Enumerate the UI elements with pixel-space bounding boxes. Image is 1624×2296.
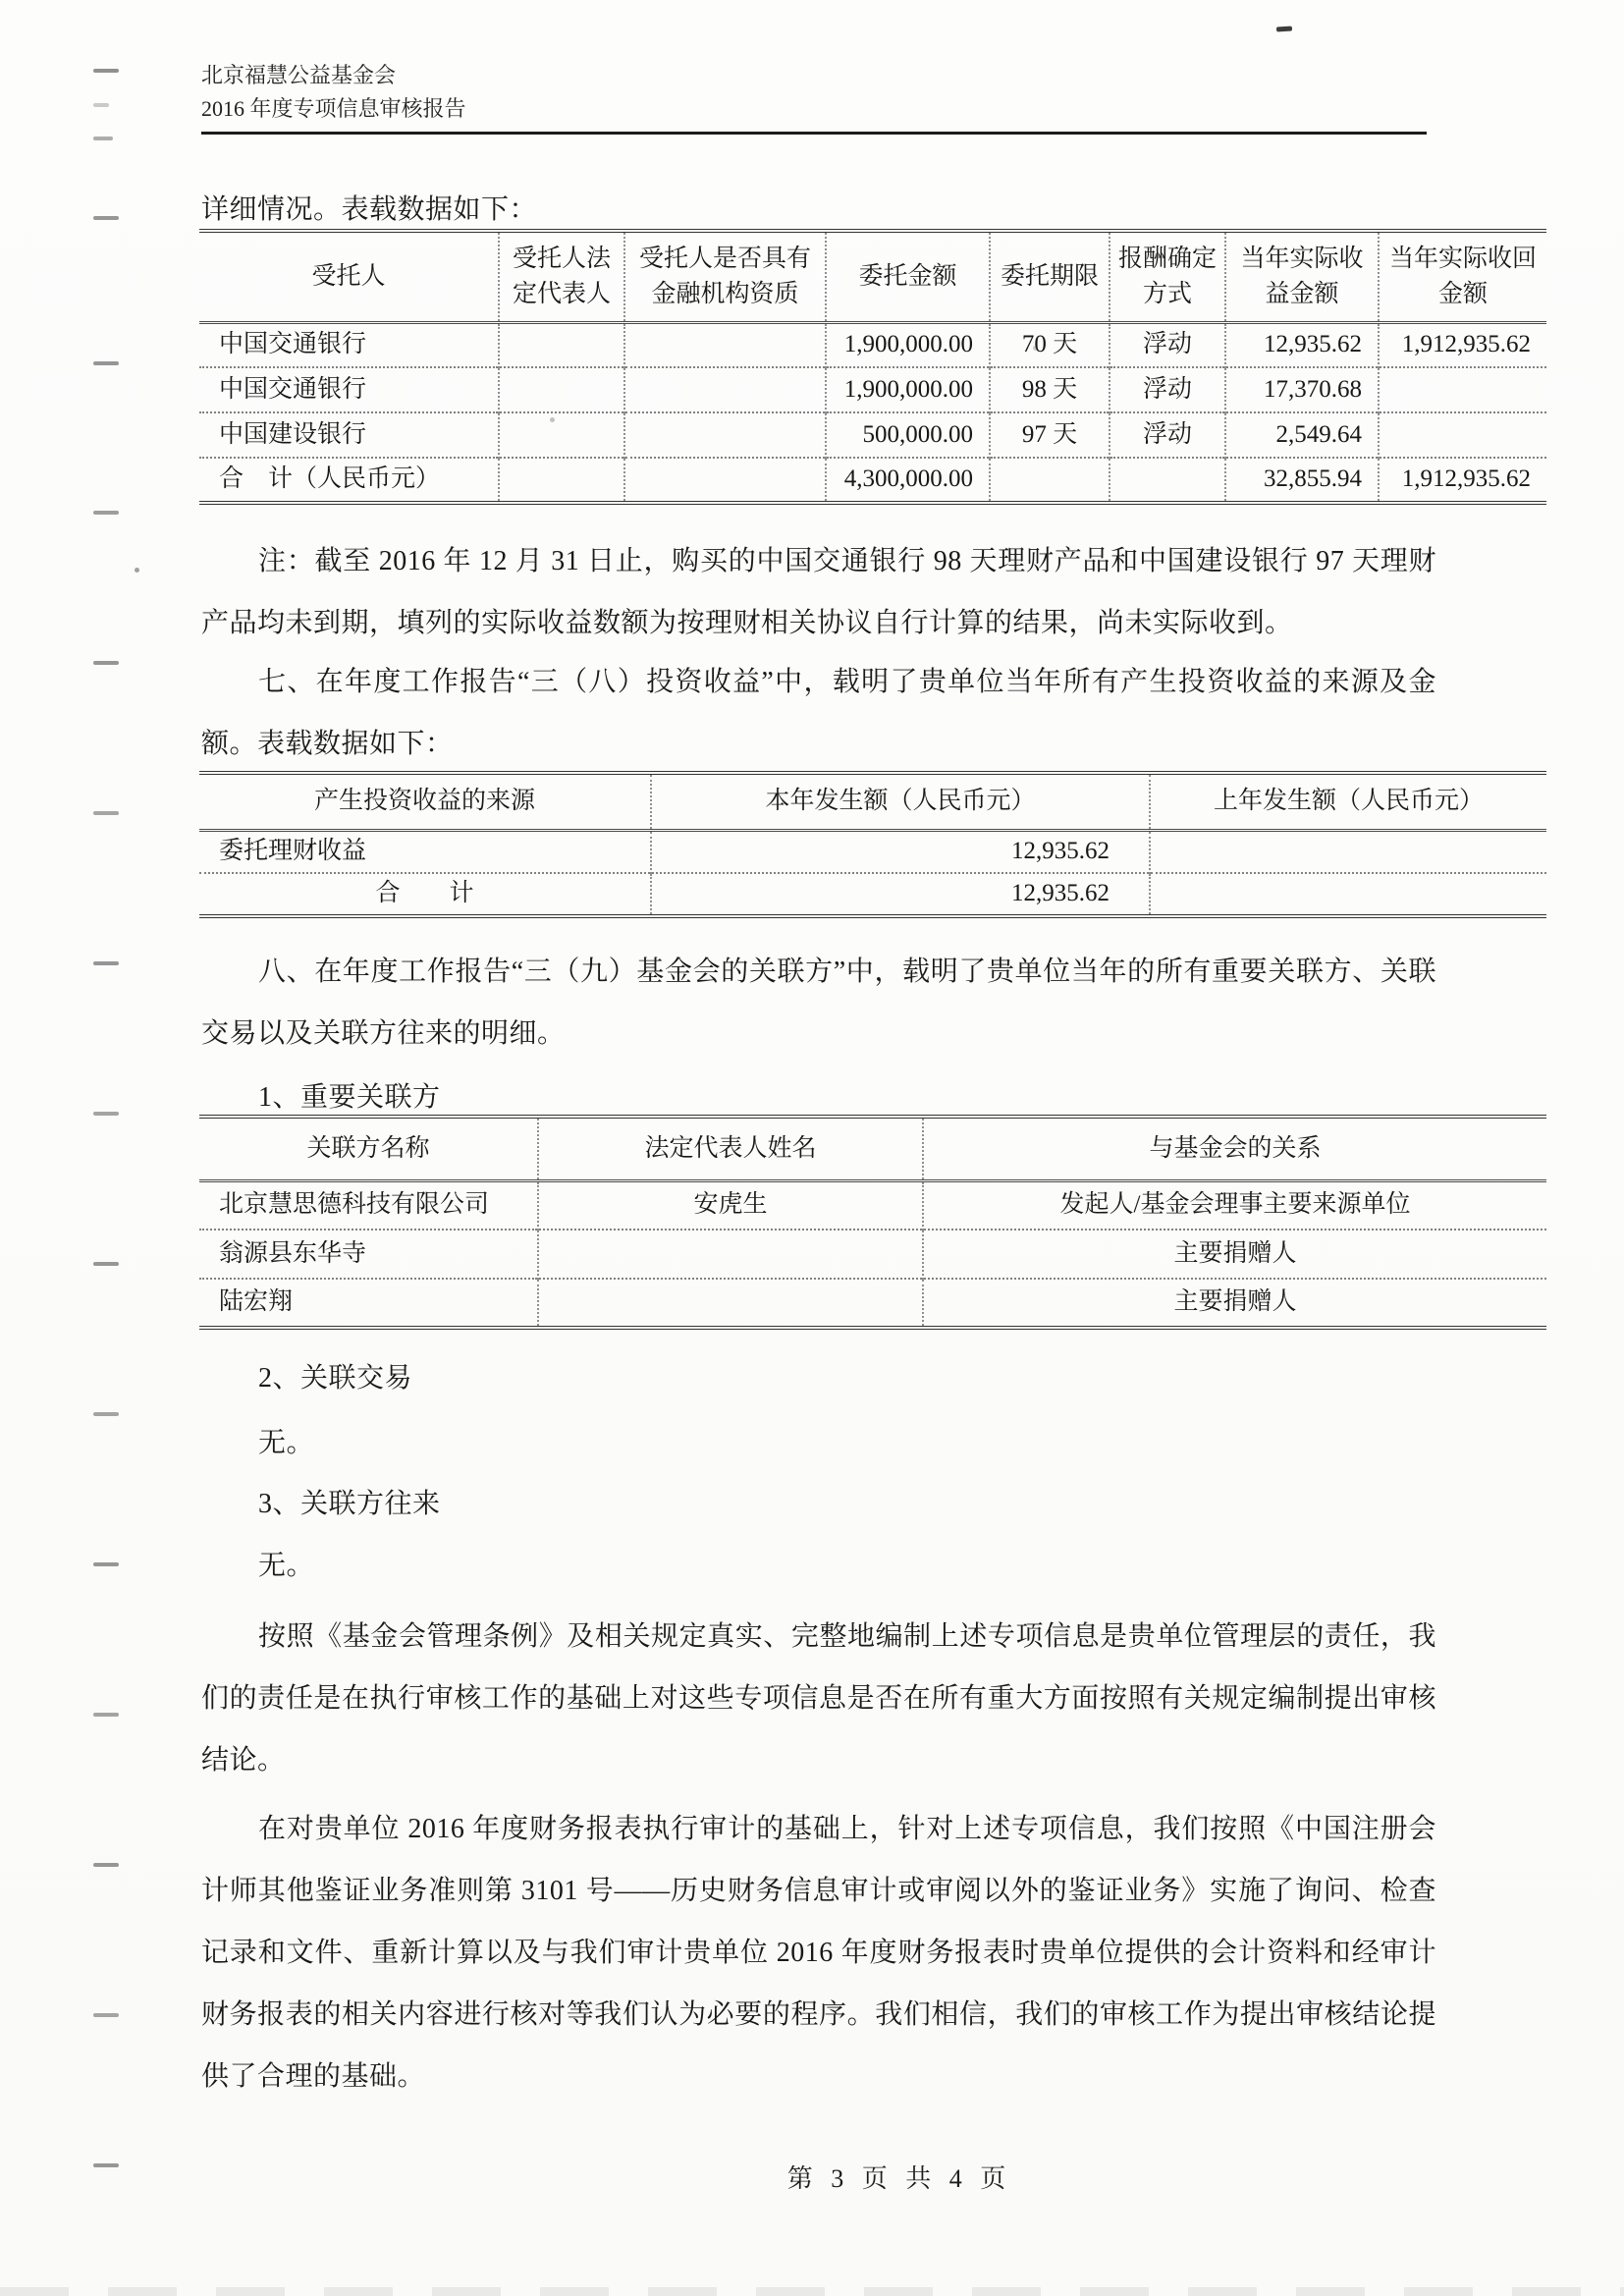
binding-mark [93,137,113,140]
document-header [201,59,466,126]
header-cell-term: 委托期限 [990,231,1110,322]
binding-mark [93,1412,119,1416]
scan-speck [135,568,139,573]
cell-amount: 1,900,000.00 [826,322,990,367]
binding-mark [93,2163,119,2167]
header-rule [201,132,1427,135]
table-row [199,1230,1546,1279]
cell-trustee: 中国建设银行 [199,412,499,458]
header-cell-legal-rep: 受托人法定代表人 [499,231,624,322]
header-cell-amount: 委托金额 [826,231,990,322]
header-cell-party-rep: 法定代表人姓名 [538,1117,923,1180]
table-header-row [199,1117,1546,1180]
table-total-row [199,458,1546,503]
scan-speck [550,417,555,422]
binding-mark [93,2013,119,2017]
header-cell-income: 当年实际收益金额 [1225,231,1379,322]
header-cell-current-year: 本年发生额（人民币元） [651,773,1150,830]
table-row [199,322,1546,367]
org-name: 北京福慧公益基金会 [201,63,397,87]
cell-pay-method [1110,458,1225,503]
table-header-row [199,773,1546,830]
cell-income: 2,549.64 [1225,412,1379,458]
subsection-1-title: 1、重要关联方 [258,1082,441,1113]
table-total-row [199,873,1546,916]
cell-qualification [624,367,826,412]
scan-speck [1033,346,1038,351]
cell-pay-method: 浮动 [1110,367,1225,412]
binding-mark [93,216,119,220]
table-row [199,830,1546,873]
cell-party-name: 陆宏翔 [199,1279,538,1328]
cell-recovered: 1,912,935.62 [1379,322,1546,367]
cell-legal-rep [499,367,624,412]
scan-mark [1276,26,1292,31]
binding-mark [93,361,119,365]
section-7-paragraph: 七、在年度工作报告“三（八）投资收益”中，载明了贵单位当年所有产生投资收益的来源及金额。表载数据如下： [201,667,1436,759]
header-cell-recovered: 当年实际收回金额 [1379,231,1546,322]
cell-term: 98 天 [990,367,1110,412]
cell-pay-method: 浮动 [1110,412,1225,458]
cell-party-name: 北京慧思德科技有限公司 [219,1191,490,1219]
cell-recovered: 1,912,935.62 [1379,458,1546,503]
note-paragraph: 注：截至 2016 年 12 月 31 日止，购买的中国交通银行 98 天理财产品和中国建设银行 97 天理财产品均未到期，填列的实际收益数额为按理财相关协议自行计算的结果，尚未实际收到。 [201,546,1436,638]
section-8-paragraph: 八、在年度工作报告“三（九）基金会的关联方”中，载明了贵单位当年的所有重要关联方、关联交易以及关联方往来的明细。 [201,957,1436,1049]
subsection-3-title: 3、关联方往来 [258,1489,441,1519]
header-cell-prior-year: 上年发生额（人民币元） [1150,773,1546,830]
cell-pay-method: 浮动 [1110,322,1225,367]
cell-amount: 1,900,000.00 [826,367,990,412]
subsection-2-content: 无。 [258,1428,315,1458]
header-cell-party-name: 关联方名称 [199,1117,538,1180]
cell-total-label: 合 计 [199,873,651,916]
cell-income: 32,855.94 [1225,458,1379,503]
cell-party-rep [538,1230,923,1279]
header-cell-qualification: 受托人是否具有金融机构资质 [624,231,826,322]
header-cell-pay-method: 报酬确定方式 [1110,231,1225,322]
binding-mark [93,811,119,815]
cell-trustee: 中国交通银行 [219,331,367,358]
entrusted-finance-table [199,229,1546,505]
cell-qualification [624,322,826,367]
cell-amount: 500,000.00 [826,412,990,458]
cell-legal-rep [499,412,624,458]
cell-prior-year [1150,873,1546,916]
cell-income-source: 委托理财收益 [219,838,367,865]
binding-mark [93,1262,119,1266]
cell-income: 12,935.62 [1225,322,1379,367]
related-parties-table [199,1115,1546,1330]
binding-mark [93,961,119,965]
procedure-paragraph: 在对贵单位 2016 年度财务报表执行审计的基础上，针对上述专项信息，我们按照《中国注册会计师其他鉴证业务准则第 3101 号——历史财务信息审计或审阅以外的鉴证业务》实施了询问、检查记录和文件、重新计算以及与我们审计贵单位 2016 年度财务报表时贵单位提供的会计资料和经审计财务报表的相关内容进行核对等我们认为必要的程序。我们相信，我们的审核工作为提出审核结论提供了合理的基础。 [201,1814,1436,2092]
investment-income-table [199,771,1546,918]
binding-mark [93,1863,119,1867]
subsection-2-title: 2、关联交易 [258,1363,413,1394]
cell-party-name: 翁源县东华寺 [199,1230,538,1279]
binding-mark [93,1562,119,1566]
cell-legal-rep [499,322,624,367]
cell-recovered [1379,367,1546,412]
cell-current-year: 12,935.62 [651,873,1150,916]
cell-current-year: 12,935.62 [651,830,1150,873]
responsibility-paragraph: 按照《基金会管理条例》及相关规定真实、完整地编制上述专项信息是贵单位管理层的责任，我们的责任是在执行审核工作的基础上对这些专项信息是否在所有重大方面按照有关规定编制提出审核结论。 [201,1621,1436,1776]
table-row [199,1279,1546,1328]
cell-legal-rep [499,458,624,503]
binding-mark [93,1112,119,1116]
intro-text: 详细情况。表载数据如下： [201,194,538,225]
cell-trustee: 中国交通银行 [199,367,499,412]
cell-prior-year [1150,830,1546,873]
cell-relation: 主要捐赠人 [923,1279,1546,1328]
scan-edge-band [0,2287,1624,2296]
cell-amount: 4,300,000.00 [826,458,990,503]
table-header-row [199,231,1546,322]
cell-term: 70 天 [990,322,1110,367]
report-title: 2016 年度专项信息审核报告 [201,96,466,121]
cell-term [990,458,1110,503]
cell-total-label: 合 计（人民币元） [199,458,499,503]
header-cell-relation: 与基金会的关系 [923,1117,1546,1180]
table-row [199,367,1546,412]
cell-qualification [624,458,826,503]
cell-qualification [624,412,826,458]
page-number: 第 3 页 共 4 页 [786,2164,1012,2193]
cell-term: 97 天 [990,412,1110,458]
header-cell-trustee: 受托人 [199,231,499,322]
binding-mark [93,1713,119,1717]
table-row [199,1180,1546,1230]
cell-relation: 发起人/基金会理事主要来源单位 [923,1180,1546,1230]
header-cell-income-source: 产生投资收益的来源 [199,773,651,830]
cell-relation: 主要捐赠人 [923,1230,1546,1279]
cell-recovered [1379,412,1546,458]
cell-party-rep [538,1279,923,1328]
cell-income: 17,370.68 [1225,367,1379,412]
binding-mark [93,103,109,107]
binding-mark [93,69,119,73]
binding-mark [93,661,119,665]
subsection-3-content: 无。 [258,1551,315,1581]
table-row [199,412,1546,458]
cell-party-rep: 安虎生 [538,1180,923,1230]
binding-mark [93,511,119,515]
